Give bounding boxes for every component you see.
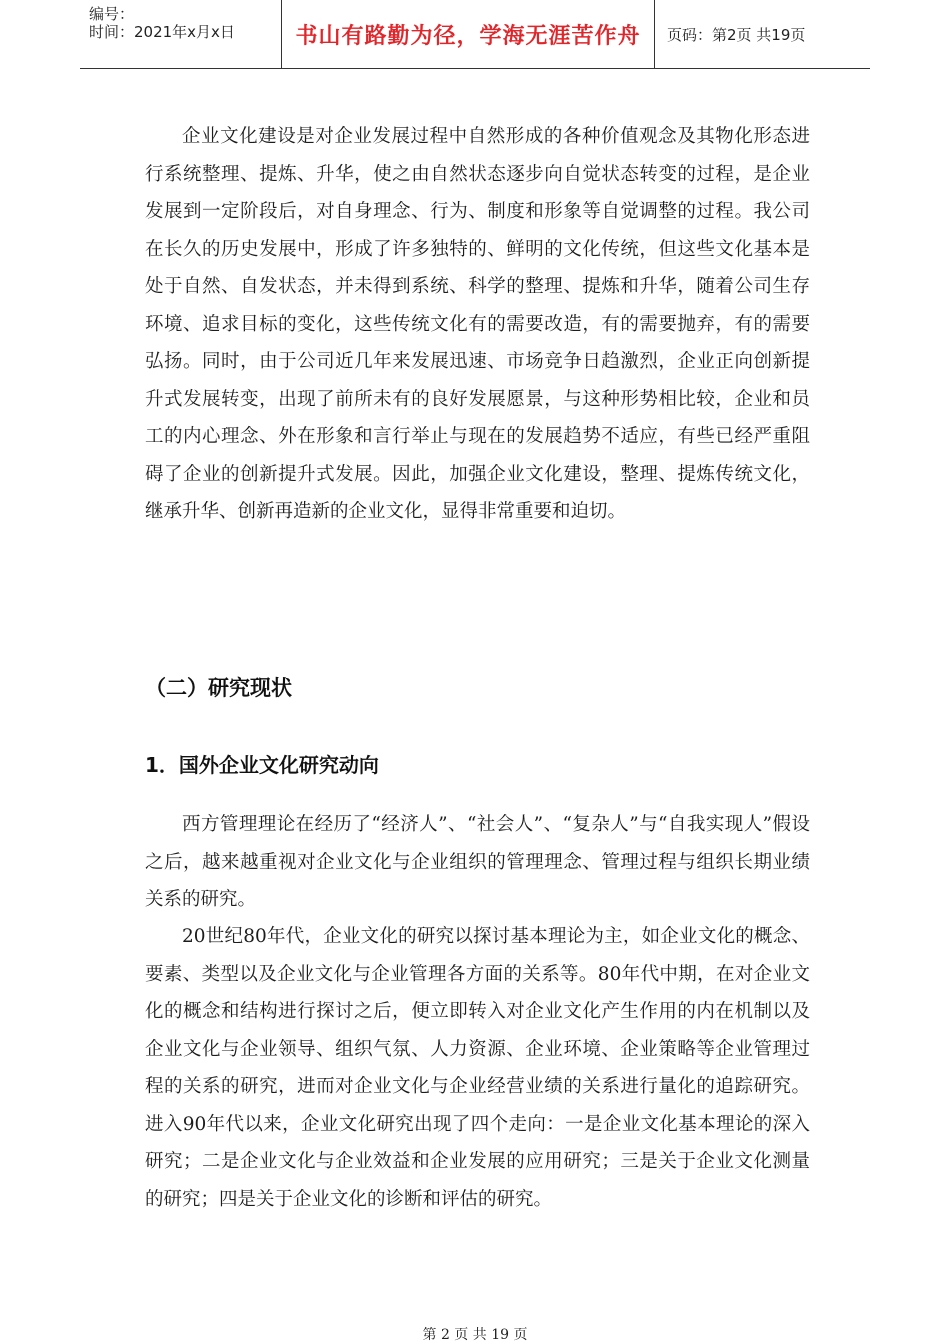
header-motto-cell	[282, 0, 655, 68]
document-header	[80, 0, 870, 69]
paragraph-western-theory: 西方管理理论在经历了“经济人”、“社会人”、“复杂人”与“自我实现人”假设之后，越来越重视对企业文化与企业组织的管理理念、管理过程与组织长期业绩关系的研究。	[145, 814, 810, 910]
motto-text: 书山有路勤为径，学海无涯苦作舟	[295, 23, 641, 49]
serial-label: 编号：	[89, 5, 135, 23]
header-meta-cell	[80, 0, 282, 68]
date-label: 时间：2021年x月x日	[89, 23, 235, 41]
page-footer: 第 2 页 共 19 页	[422, 1327, 528, 1343]
subsection-heading-foreign-research: 1．国外企业文化研究动向	[145, 753, 379, 777]
page-code: 页码：第2页 共19页	[667, 25, 806, 44]
header-page-cell	[655, 0, 870, 68]
paragraph-intro: 企业文化建设是对企业发展过程中自然形成的各种价值观念及其物化形态进行系统整理、提炼、升华，使之由自然状态逐步向自觉状态转变的过程，是企业发展到一定阶段后，对自身理念、行为、制度和形象等自觉调整的过程。我公司在长久的历史发展中，形成了许多独特的、鲜明的文化传统，但这些文化基本是处于自然、自发状态，并未得到系统、科学的整理、提炼和升华，随着公司生存环境、追求目标的变化，这些传统文化有的需要改造，有的需要抛弃，有的需要弘扬。同时，由于公司近几年来发展迅速、市场竞争日趋激烈，企业正向创新提升式发展转变，出现了前所未有的良好发展愿景，与这种形势相比较，企业和员工的内心理念、外在形象和言行举止与现在的发展趋势不适应，有些已经严重阻碍了企业的创新提升式发展。因此，加强企业文化建设，整理、提炼传统文化，继承升华、创新再造新的企业文化，显得非常重要和迫切。	[145, 126, 810, 522]
paragraph-1980s-research: 20世纪80年代，企业文化的研究以探讨基本理论为主，如企业文化的概念、要素、类型以及企业文化与企业管理各方面的关系等。80年代中期，在对企业文化的概念和结构进行探讨之后，便立即转入对企业文化产生作用的内在机制以及企业文化与企业领导、组织气氛、人力资源、企业环境、企业策略等企业管理过程的关系的研究，进而对企业文化与企业经营业绩的关系进行量化的追踪研究。进入90年代以来，企业文化研究出现了四个走向：一是企业文化基本理论的深入研究；二是企业文化与企业效益和企业发展的应用研究；三是关于企业文化测量的研究；四是关于企业文化的诊断和评估的研究。	[145, 926, 810, 1210]
section-heading-research-status: （二）研究现状	[145, 676, 292, 700]
